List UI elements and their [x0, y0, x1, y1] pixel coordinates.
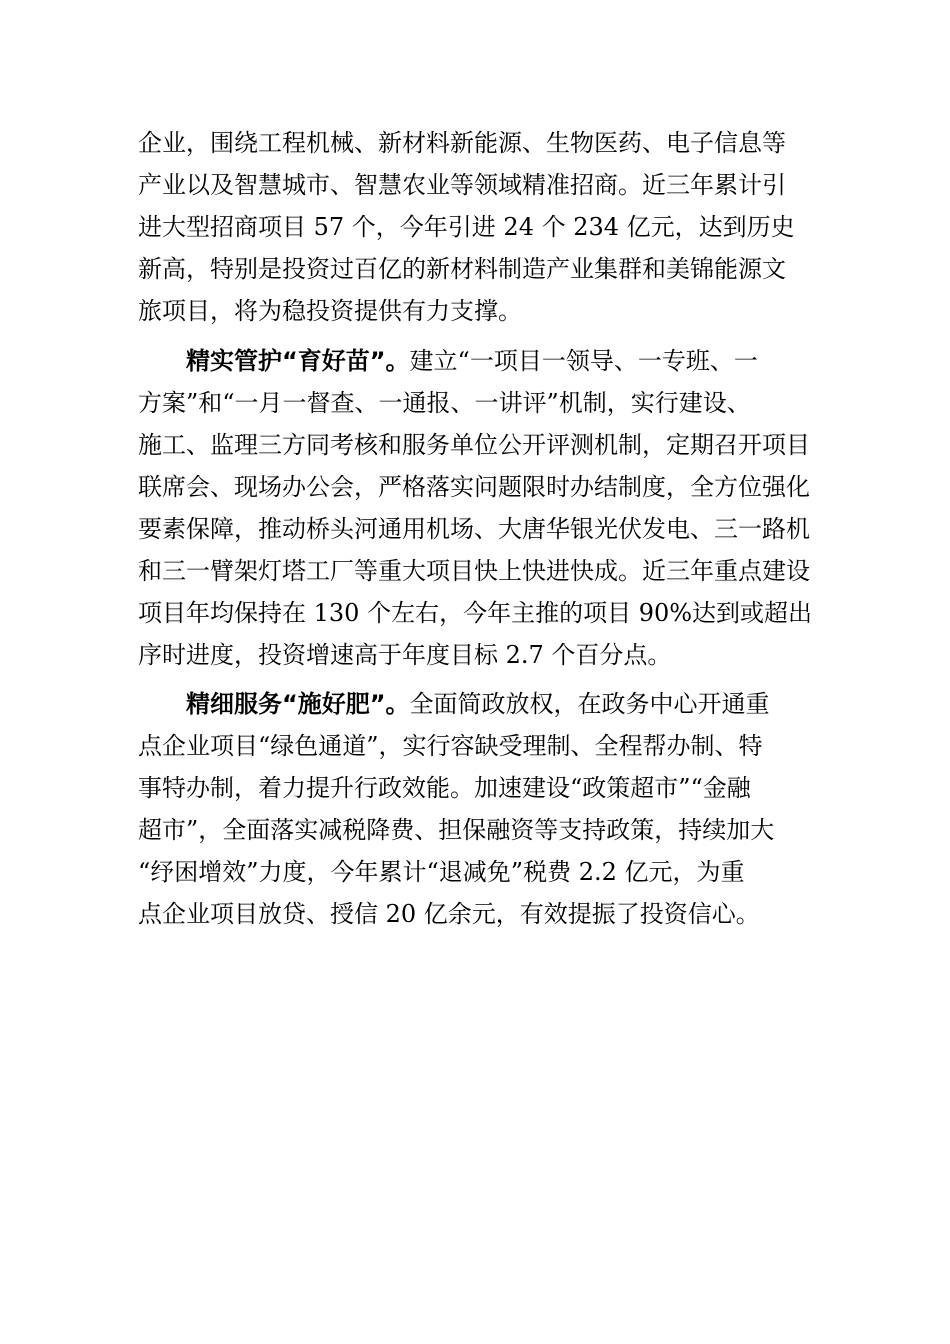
paragraph-first-line [138, 340, 828, 382]
paragraph-line: 事特办制，着力提升行政效能。加速建设“政策超市”“金融 [138, 774, 751, 802]
paragraph-line: 联席会、现场办公会，严格落实问题限时办结制度，全方位强化 [138, 473, 810, 501]
paragraph-line: 项目年均保持在 130 个左右，今年主推的项目 90%达到或超出 [138, 599, 813, 627]
paragraph-lead-heading: 精细服务“施好肥”。 [186, 690, 410, 718]
paragraph-first-line [138, 683, 828, 725]
paragraph-first-line-text: 建立“一项目一领导、一专班、一 [409, 347, 758, 375]
paragraph-line: 旅项目，将为稳投资提供有力支撑。 [138, 297, 522, 325]
paragraph-line: 企业，围绕工程机械、新材料新能源、生物医药、电子信息等 [138, 129, 786, 157]
paragraph-line: 新高，特别是投资过百亿的新材料制造产业集群和美锦能源文 [138, 255, 786, 283]
paragraph-line: 和三一臂架灯塔工厂等重大项目快上快进快成。近三年重点建设 [138, 557, 810, 585]
paragraph-line: 超市”，全面落实减税降费、担保融资等支持政策，持续加大 [138, 816, 775, 844]
paragraph-first-line-text: 全面简政放权，在政务中心开通重 [409, 690, 770, 718]
paragraph-line: 进大型招商项目 57 个，今年引进 24 个 234 亿元，达到历史 [138, 213, 795, 241]
paragraph-2 [138, 340, 828, 676]
paragraph-line: 产业以及智慧城市、智慧农业等领域精准招商。近三年累计引 [138, 171, 786, 199]
paragraph-line: 要素保障，推动桥头河通用机场、大唐华银光伏发电、三一路机 [138, 515, 810, 543]
paragraph-line: 序时进度，投资增速高于年度目标 2.7 个百分点。 [138, 641, 672, 669]
paragraph-line: 方案”和“一月一督查、一通报、一讲评”机制，实行建设、 [138, 389, 751, 417]
paragraph-line: 点企业项目放贷、授信 20 亿余元，有效提振了投资信心。 [138, 900, 760, 928]
paragraph-line: 点企业项目“绿色通道”，实行容缺受理制、全程帮办制、特 [138, 732, 763, 760]
paragraph-3 [138, 683, 828, 935]
paragraph-1 [138, 122, 828, 332]
paragraph-line: 施工、监理三方同考核和服务单位公开评测机制，定期召开项目 [138, 431, 810, 459]
paragraph-line: “纾困增效”力度，今年累计“退减免”税费 2.2 亿元，为重 [138, 858, 745, 886]
paragraph-lead-heading: 精实管护“育好苗”。 [186, 347, 410, 375]
